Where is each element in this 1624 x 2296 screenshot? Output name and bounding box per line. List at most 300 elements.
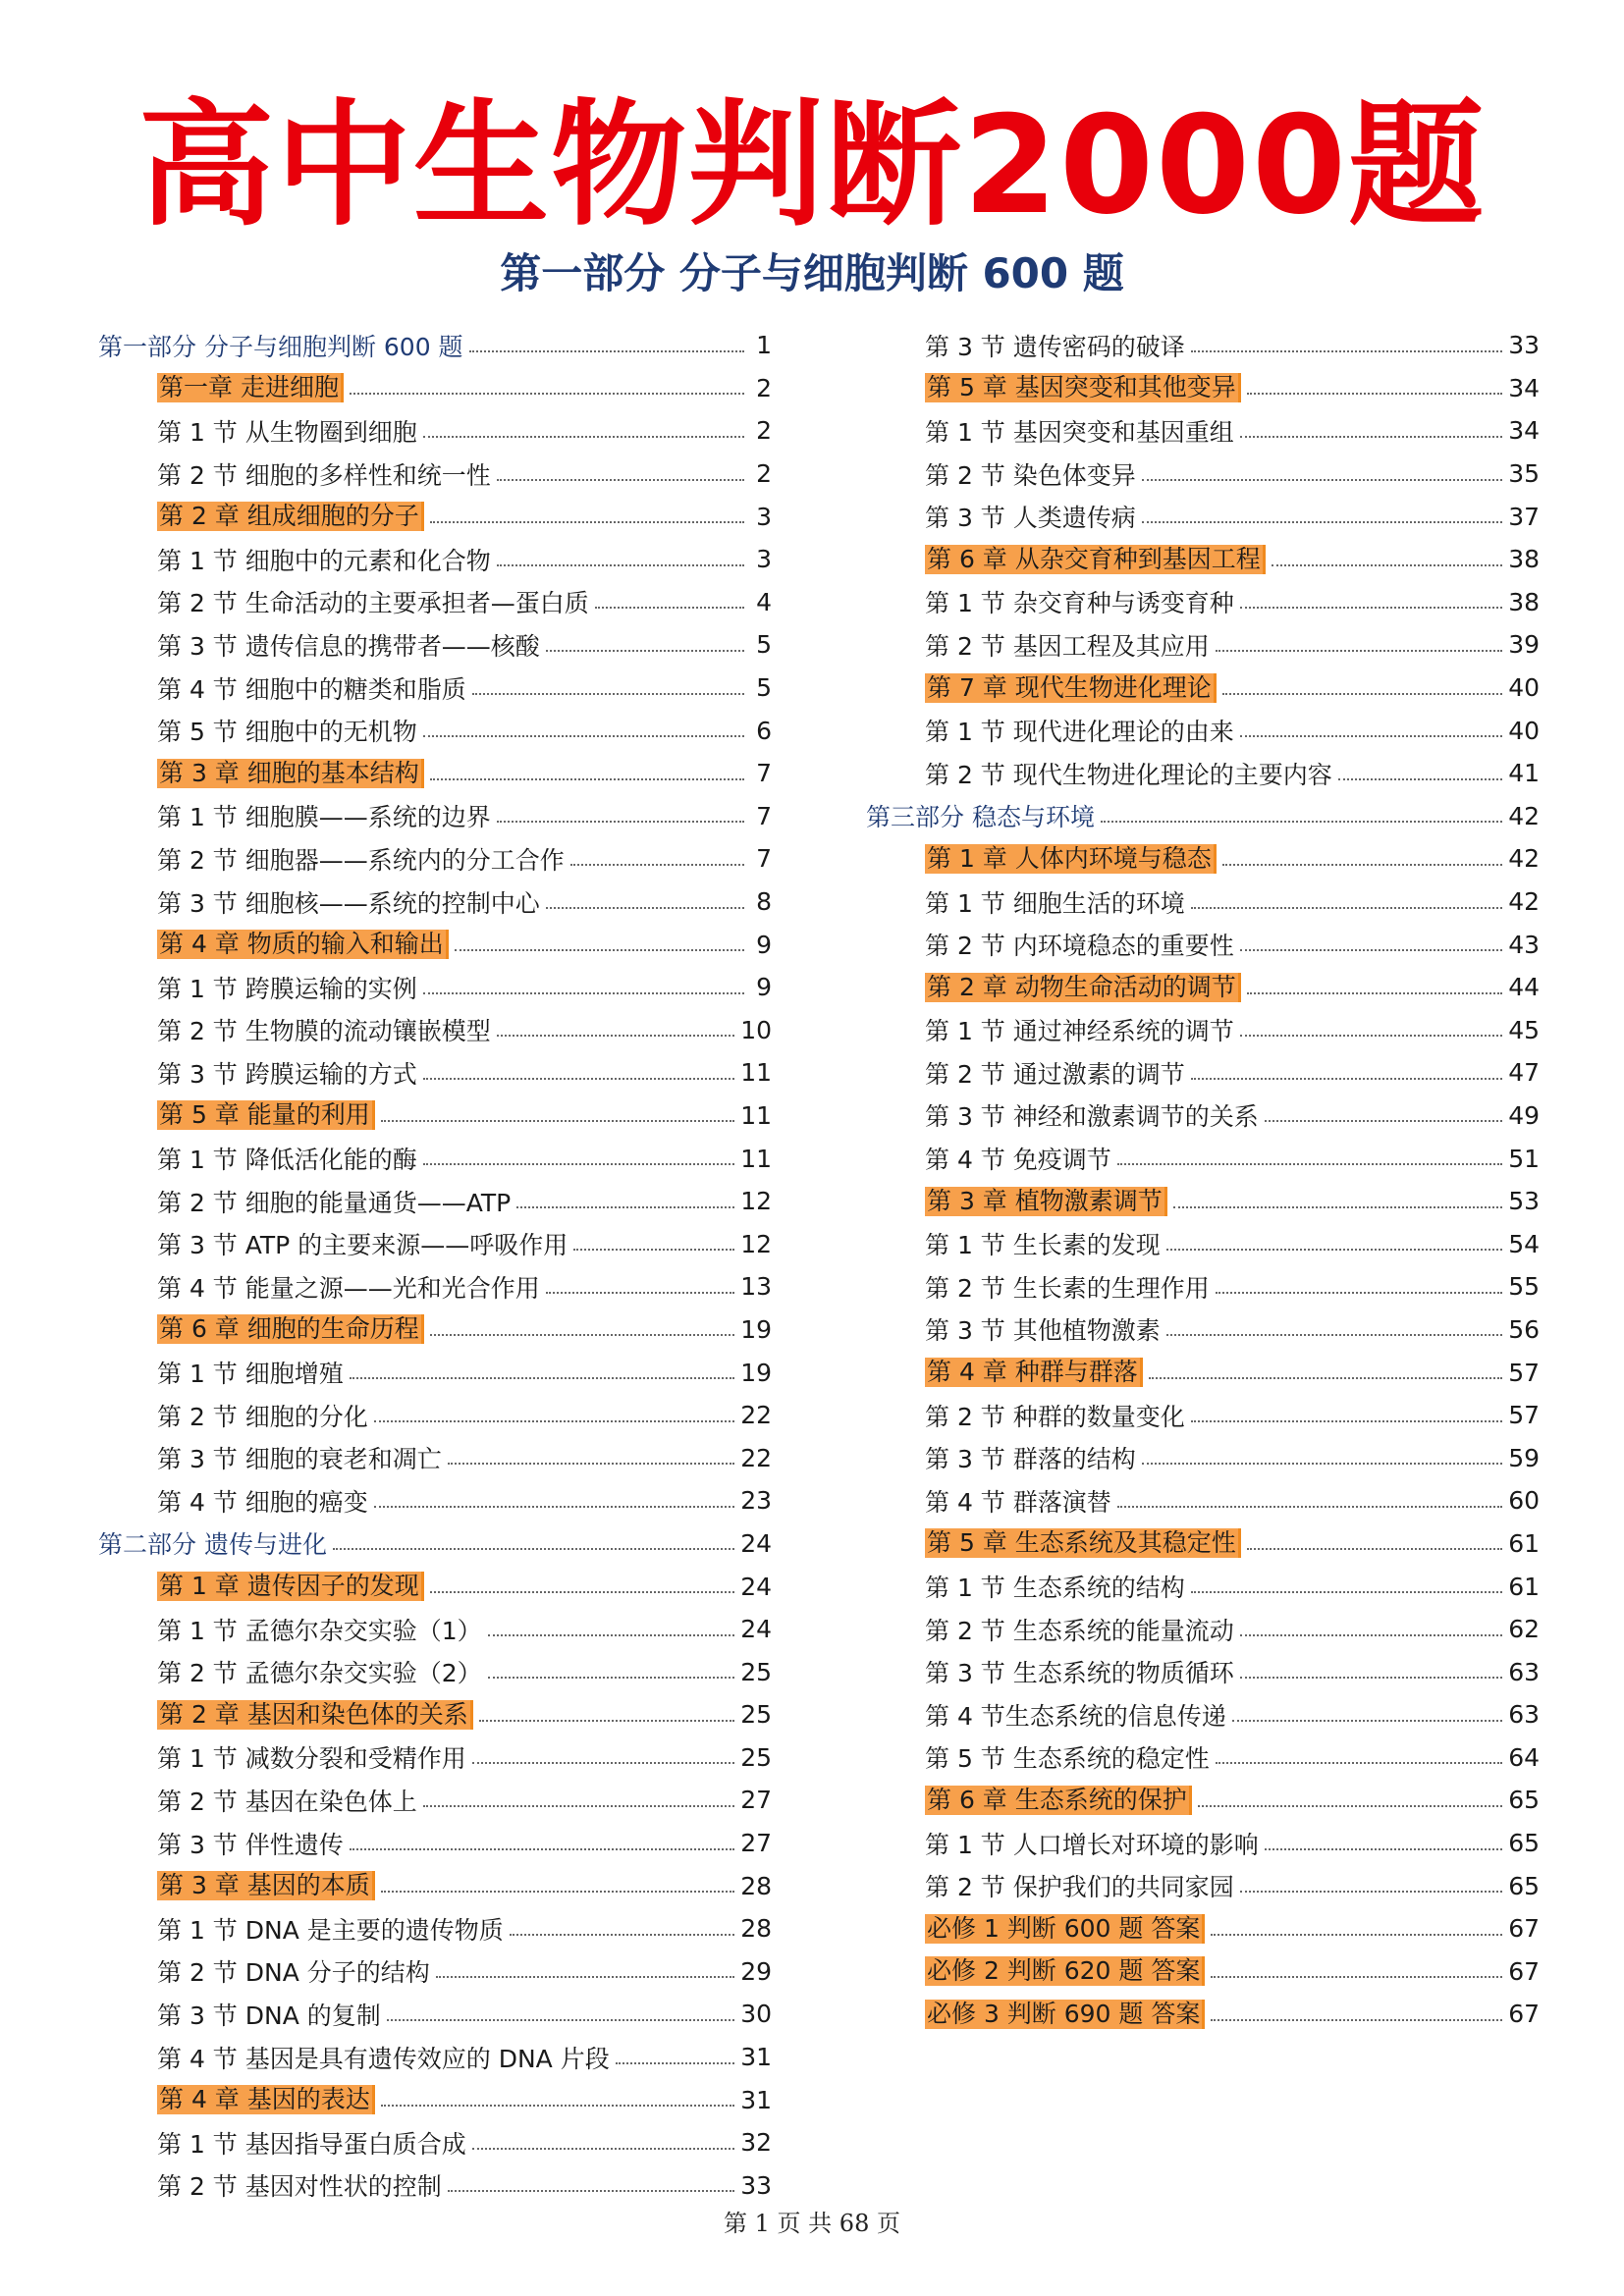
toc-entry-label: 第 1 节 细胞增殖 <box>157 1360 344 1389</box>
toc-entry-section[interactable] <box>98 1222 772 1265</box>
toc-entry-page: 28 <box>740 1871 772 1900</box>
toc-dot-leader <box>1265 1120 1502 1122</box>
toc-entry-page: 12 <box>740 1229 772 1258</box>
toc-dot-leader <box>546 650 744 652</box>
toc-entry-section[interactable] <box>98 667 772 710</box>
toc-entry-page: 61 <box>1508 1572 1540 1601</box>
toc-entry-section[interactable] <box>98 1608 772 1651</box>
toc-entry-part[interactable] <box>98 1522 772 1566</box>
toc-entry-page: 42 <box>1508 844 1540 874</box>
toc-entry-page: 3 <box>756 545 772 574</box>
toc-entry-page: 6 <box>756 716 772 745</box>
toc-left-column <box>98 324 772 2207</box>
toc-entry-section[interactable] <box>98 795 772 838</box>
toc-entry-label: 第 4 章 物质的输入和输出 <box>157 930 449 959</box>
toc-entry-section[interactable] <box>98 1137 772 1180</box>
toc-entry-section[interactable] <box>98 837 772 881</box>
toc-entry-page: 22 <box>740 1401 772 1430</box>
toc-entry-section[interactable] <box>98 623 772 667</box>
toc-entry-label: 第 1 节 细胞膜——系统的边界 <box>157 803 491 832</box>
toc-dot-leader <box>1191 1420 1502 1422</box>
toc-dot-leader <box>381 2105 734 2107</box>
toc-dot-leader <box>1240 1035 1502 1037</box>
toc-entry-section[interactable] <box>98 453 772 496</box>
toc-entry-section[interactable] <box>98 1436 772 1479</box>
toc-entry-chapter[interactable] <box>98 923 772 966</box>
toc-entry-section[interactable] <box>866 881 1540 924</box>
toc-entry-label: 第 4 节 群落演替 <box>925 1487 1111 1517</box>
toc-entry-chapter[interactable] <box>866 1351 1540 1394</box>
toc-dot-leader <box>616 2062 734 2064</box>
toc-dot-leader <box>1166 1334 1502 1336</box>
toc-dot-leader <box>472 693 744 695</box>
toc-entry-page: 49 <box>1508 1100 1540 1130</box>
toc-entry-label: 第 1 章 人体内环境与稳态 <box>925 844 1217 874</box>
toc-entry-section[interactable] <box>866 1095 1540 1138</box>
toc-entry-page: 24 <box>740 1615 772 1644</box>
toc-entry-label: 第 2 节 细胞的分化 <box>157 1402 368 1431</box>
toc-entry-label: 第 2 节 基因在染色体上 <box>157 1787 417 1816</box>
toc-entry-section[interactable] <box>866 1822 1540 1865</box>
toc-entry-label: 第 2 节 生命活动的主要承担者—蛋白质 <box>157 589 589 618</box>
toc-dot-leader <box>488 1634 735 1636</box>
toc-entry-label: 第 2 章 组成细胞的分子 <box>157 502 424 531</box>
toc-entry-chapter[interactable] <box>98 2078 772 2121</box>
toc-entry-section[interactable] <box>98 1394 772 1437</box>
toc-entry-section[interactable] <box>866 1051 1540 1095</box>
toc-entry-label: 第 2 章 基因和染色体的关系 <box>157 1700 473 1730</box>
toc-entry-label: 第二部分 遗传与进化 <box>98 1530 327 1560</box>
toc-dot-leader <box>423 992 744 994</box>
toc-dot-leader <box>497 821 744 823</box>
toc-entry-page: 33 <box>740 2170 772 2200</box>
toc-entry-page: 47 <box>1508 1058 1540 1088</box>
toc-dot-leader <box>488 1677 735 1679</box>
toc-entry-label: 第 3 节 生态系统的物质循环 <box>925 1659 1234 1688</box>
toc-entry-section[interactable] <box>98 1779 772 1822</box>
toc-entry-label: 第 2 节 内环境稳态的重要性 <box>925 932 1234 961</box>
toc-entry-section[interactable] <box>866 1265 1540 1308</box>
toc-entry-section[interactable] <box>98 966 772 1009</box>
toc-entry-section[interactable] <box>866 1864 1540 1907</box>
toc-entry-label: 第 1 节 DNA 是主要的遗传物质 <box>157 1915 504 1945</box>
toc-entry-section[interactable] <box>866 752 1540 795</box>
toc-entry-label: 第 1 节 基因指导蛋白质合成 <box>157 2129 466 2159</box>
toc-entry-label: 第 1 节 杂交育种与诱变育种 <box>925 589 1234 618</box>
toc-dot-leader <box>497 1035 734 1037</box>
toc-entry-label: 第 2 节 基因对性状的控制 <box>157 2172 442 2202</box>
toc-dot-leader <box>387 2019 734 2021</box>
toc-entry-label: 第一部分 分子与细胞判断 600 题 <box>98 332 463 361</box>
toc-entry-label: 第 1 节 生长素的发现 <box>925 1231 1161 1260</box>
toc-entry-page: 11 <box>740 1100 772 1130</box>
toc-dot-leader <box>423 1805 734 1807</box>
toc-entry-section[interactable] <box>98 1650 772 1693</box>
toc-entry-page: 56 <box>1508 1314 1540 1344</box>
toc-dot-leader <box>1272 564 1502 566</box>
toc-entry-page: 29 <box>740 1956 772 1986</box>
toc-entry-chapter[interactable] <box>98 367 772 410</box>
toc-entry-section[interactable] <box>98 1351 772 1394</box>
toc-dot-leader <box>1240 436 1502 438</box>
toc-entry-page: 67 <box>1508 1956 1540 1986</box>
toc-entry-label: 第 6 章 从杂交育种到基因工程 <box>925 545 1266 574</box>
toc-dot-leader <box>469 350 744 352</box>
toc-entry-section[interactable] <box>98 1907 772 1950</box>
toc-entry-page: 55 <box>1508 1272 1540 1302</box>
toc-entry-label: 第 1 节 减数分裂和受精作用 <box>157 1744 466 1774</box>
toc-entry-page: 34 <box>1508 373 1540 402</box>
toc-entry-chapter[interactable] <box>98 1864 772 1907</box>
toc-entry-section[interactable] <box>866 1394 1540 1437</box>
toc-right-column <box>866 324 1540 2036</box>
toc-entry-chapter[interactable] <box>98 1095 772 1138</box>
toc-entry-section[interactable] <box>98 1051 772 1095</box>
toc-entry-page: 51 <box>1508 1144 1540 1173</box>
toc-entry-page: 61 <box>1508 1528 1540 1558</box>
toc-entry-label: 第 3 章 细胞的基本结构 <box>157 759 424 788</box>
toc-entry-chapter[interactable] <box>98 1308 772 1352</box>
toc-entry-page: 13 <box>740 1272 772 1302</box>
toc-entry-page: 3 <box>756 502 772 531</box>
toc-entry-chapter[interactable] <box>866 367 1540 410</box>
toc-entry-label: 第 4 节生态系统的信息传递 <box>925 1701 1226 1731</box>
toc-entry-page: 28 <box>740 1914 772 1944</box>
toc-dot-leader <box>1247 393 1502 395</box>
toc-entry-chapter[interactable] <box>98 752 772 795</box>
toc-entry-section[interactable] <box>866 1693 1540 1736</box>
toc-dot-leader <box>479 1720 734 1722</box>
toc-entry-section[interactable] <box>866 1736 1540 1780</box>
toc-entry-page: 40 <box>1508 673 1540 703</box>
toc-entry-chapter[interactable] <box>866 1950 1540 1994</box>
toc-entry-label: 第 3 节 遗传信息的携带者——核酸 <box>157 631 540 661</box>
toc-entry-label: 必修 3 判断 690 题 答案 <box>925 2000 1205 2029</box>
toc-entry-section[interactable] <box>866 1436 1540 1479</box>
page-footer: 第 1 页 共 68 页 <box>724 2210 900 2237</box>
toc-entry-chapter[interactable] <box>98 1693 772 1736</box>
toc-entry-page: 11 <box>740 1058 772 1088</box>
toc-entry-label: 第 3 节 DNA 的复制 <box>157 2001 381 2030</box>
toc-entry-chapter[interactable] <box>866 966 1540 1009</box>
toc-entry-page: 31 <box>740 2043 772 2072</box>
toc-entry-page: 38 <box>1508 545 1540 574</box>
toc-entry-label: 第 3 节 遗传密码的破译 <box>925 332 1185 361</box>
toc-dot-leader <box>1191 907 1502 909</box>
toc-entry-page: 57 <box>1508 1401 1540 1430</box>
toc-dot-leader <box>1240 735 1502 737</box>
toc-entry-label: 第 2 节 通过激素的调节 <box>925 1059 1185 1089</box>
toc-entry-label: 第 6 章 细胞的生命历程 <box>157 1314 424 1344</box>
toc-dot-leader <box>1247 1548 1502 1550</box>
toc-entry-page: 25 <box>740 1742 772 1772</box>
toc-entry-page: 24 <box>740 1528 772 1558</box>
toc-dot-leader <box>1142 1463 1502 1465</box>
toc-entry-page: 27 <box>740 1786 772 1815</box>
toc-dot-leader <box>1247 992 1502 994</box>
toc-entry-label: 第 4 节 细胞中的糖类和脂质 <box>157 674 466 704</box>
toc-entry-section[interactable] <box>98 881 772 924</box>
toc-dot-leader <box>1211 1934 1502 1936</box>
toc-dot-leader <box>1240 1891 1502 1893</box>
toc-entry-page: 40 <box>1508 716 1540 745</box>
toc-entry-section[interactable] <box>866 1222 1540 1265</box>
toc-dot-leader <box>1240 1677 1502 1679</box>
toc-dot-leader <box>448 1463 734 1465</box>
toc-entry-part[interactable] <box>866 795 1540 838</box>
toc-entry-label: 第 2 节 生物膜的流动镶嵌模型 <box>157 1017 491 1046</box>
toc-dot-leader <box>1191 1078 1502 1080</box>
toc-entry-section[interactable] <box>98 709 772 752</box>
toc-dot-leader <box>595 607 744 609</box>
toc-dot-leader <box>430 521 744 523</box>
toc-entry-label: 第 2 节 细胞的能量通货——ATP <box>157 1188 512 1217</box>
toc-dot-leader <box>472 1762 734 1764</box>
toc-entry-page: 7 <box>756 801 772 830</box>
toc-entry-label: 第 1 节 通过神经系统的调节 <box>925 1017 1234 1046</box>
toc-entry-label: 第 3 节 伴性遗传 <box>157 1830 344 1859</box>
toc-dot-leader <box>497 564 744 566</box>
toc-dot-leader <box>472 2148 734 2150</box>
toc-dot-leader <box>1265 1848 1502 1850</box>
toc-entry-page: 19 <box>740 1314 772 1344</box>
toc-dot-leader <box>1166 1249 1502 1251</box>
toc-dot-leader <box>350 1377 734 1379</box>
toc-entry-label: 第 1 节 孟德尔杂交实验（1） <box>157 1616 482 1645</box>
toc-dot-leader <box>1142 521 1502 523</box>
toc-entry-page: 7 <box>756 759 772 788</box>
toc-dot-leader <box>1117 1163 1502 1165</box>
toc-dot-leader <box>333 1548 734 1550</box>
toc-entry-chapter[interactable] <box>866 1779 1540 1822</box>
toc-dot-leader <box>423 735 744 737</box>
toc-dot-leader <box>497 479 744 481</box>
toc-entry-label: 第 6 章 生态系统的保护 <box>925 1786 1192 1815</box>
toc-entry-section[interactable] <box>98 1822 772 1865</box>
toc-entry-section[interactable] <box>866 923 1540 966</box>
toc-entry-page: 30 <box>740 2000 772 2029</box>
toc-entry-chapter[interactable] <box>866 1522 1540 1566</box>
toc-entry-page: 4 <box>756 587 772 616</box>
toc-dot-leader <box>423 1163 734 1165</box>
toc-entry-page: 37 <box>1508 502 1540 531</box>
toc-entry-chapter[interactable] <box>98 1565 772 1608</box>
toc-dot-leader <box>1191 350 1502 352</box>
toc-dot-leader <box>1173 1206 1502 1208</box>
toc-entry-label: 第 5 章 基因突变和其他变异 <box>925 373 1241 402</box>
toc-entry-section[interactable] <box>98 2121 772 2164</box>
toc-entry-section[interactable] <box>866 1650 1540 1693</box>
toc-entry-page: 45 <box>1508 1015 1540 1044</box>
toc-entry-page: 34 <box>1508 416 1540 446</box>
toc-dot-leader <box>1216 1762 1502 1764</box>
toc-entry-section[interactable] <box>866 623 1540 667</box>
toc-entry-label: 第 3 节 细胞的衰老和凋亡 <box>157 1445 442 1474</box>
toc-entry-page: 60 <box>1508 1486 1540 1516</box>
toc-dot-leader <box>510 1934 734 1936</box>
toc-entry-label: 必修 2 判断 620 题 答案 <box>925 1956 1205 1986</box>
toc-entry-page: 62 <box>1508 1615 1540 1644</box>
toc-dot-leader <box>430 1591 734 1593</box>
toc-entry-label: 第 4 节 能量之源——光和光合作用 <box>157 1273 540 1303</box>
toc-entry-label: 第 3 节 细胞核——系统的控制中心 <box>157 888 540 918</box>
toc-entry-section[interactable] <box>98 1950 772 1994</box>
toc-entry-chapter[interactable] <box>866 1993 1540 2036</box>
toc-entry-section[interactable] <box>866 1137 1540 1180</box>
toc-entry-section[interactable] <box>866 1009 1540 1052</box>
toc-entry-label: 第 2 节 孟德尔杂交实验（2） <box>157 1659 482 1688</box>
toc-entry-label: 第 3 节 ATP 的主要来源——呼吸作用 <box>157 1231 568 1260</box>
toc-entry-page: 32 <box>740 2128 772 2158</box>
toc-dot-leader <box>455 949 744 951</box>
toc-entry-page: 59 <box>1508 1443 1540 1472</box>
toc-entry-section[interactable] <box>98 538 772 581</box>
toc-entry-page: 11 <box>740 1144 772 1173</box>
toc-entry-chapter[interactable] <box>866 1907 1540 1950</box>
toc-entry-label: 第 4 节 细胞的癌变 <box>157 1487 368 1517</box>
toc-entry-section[interactable] <box>866 1565 1540 1608</box>
toc-entry-page: 38 <box>1508 587 1540 616</box>
toc-entry-label: 第 3 章 基因的本质 <box>157 1871 375 1900</box>
toc-entry-section[interactable] <box>98 581 772 624</box>
toc-entry-section[interactable] <box>866 1308 1540 1352</box>
toc-entry-label: 第 1 节 生态系统的结构 <box>925 1574 1185 1603</box>
toc-entry-section[interactable] <box>866 495 1540 538</box>
toc-entry-page: 33 <box>1508 331 1540 360</box>
toc-entry-page: 63 <box>1508 1700 1540 1730</box>
toc-entry-label: 第 1 节 从生物圈到细胞 <box>157 417 417 447</box>
toc-entry-section[interactable] <box>866 1479 1540 1522</box>
toc-entry-label: 第 1 节 基因突变和基因重组 <box>925 417 1234 447</box>
toc-entry-section[interactable] <box>98 2036 772 2079</box>
toc-entry-label: 第 2 节 细胞的多样性和统一性 <box>157 460 491 490</box>
toc-entry-label: 第 2 节 染色体变异 <box>925 460 1136 490</box>
toc-dot-leader <box>570 864 744 866</box>
toc-entry-label: 第 5 节 细胞中的无机物 <box>157 718 417 747</box>
toc-entry-page: 67 <box>1508 2000 1540 2029</box>
toc-dot-leader <box>1211 2019 1502 2021</box>
toc-entry-label: 第 1 节 人口增长对环境的影响 <box>925 1830 1259 1859</box>
toc-entry-label: 第 5 章 生态系统及其稳定性 <box>925 1528 1241 1558</box>
toc-entry-label: 第 7 章 现代生物进化理论 <box>925 673 1217 703</box>
toc-entry-label: 第 3 节 其他植物激素 <box>925 1316 1161 1346</box>
toc-entry-page: 1 <box>756 331 772 360</box>
toc-entry-page: 10 <box>740 1015 772 1044</box>
toc-dot-leader <box>1232 1720 1502 1722</box>
toc-entry-page: 19 <box>740 1358 772 1387</box>
toc-dot-leader <box>374 1420 734 1422</box>
toc-entry-label: 第 2 节 种群的数量变化 <box>925 1402 1185 1431</box>
toc-entry-page: 12 <box>740 1187 772 1216</box>
toc-dot-leader <box>546 907 744 909</box>
toc-entry-page: 63 <box>1508 1657 1540 1686</box>
toc-entry-section[interactable] <box>98 2164 772 2208</box>
toc-entry-section[interactable] <box>866 324 1540 367</box>
toc-dot-leader <box>423 436 744 438</box>
toc-entry-page: 65 <box>1508 1829 1540 1858</box>
toc-dot-leader <box>350 1848 734 1850</box>
toc-entry-page: 23 <box>740 1486 772 1516</box>
toc-entry-label: 第 4 章 基因的表达 <box>157 2085 375 2114</box>
toc-entry-section[interactable] <box>866 709 1540 752</box>
toc-entry-section[interactable] <box>98 1993 772 2036</box>
toc-dot-leader <box>430 1334 734 1336</box>
toc-dot-leader <box>350 393 744 395</box>
toc-entry-page: 9 <box>756 930 772 959</box>
toc-entry-page: 35 <box>1508 459 1540 489</box>
toc-entry-section[interactable] <box>98 1736 772 1780</box>
toc-dot-leader <box>1216 1292 1502 1294</box>
toc-entry-page: 67 <box>1508 1914 1540 1944</box>
toc-entry-page: 22 <box>740 1443 772 1472</box>
toc-entry-label: 第 2 节 DNA 分子的结构 <box>157 1958 430 1988</box>
toc-dot-leader <box>1216 650 1502 652</box>
toc-entry-section[interactable] <box>866 581 1540 624</box>
toc-entry-page: 41 <box>1508 759 1540 788</box>
toc-dot-leader <box>1149 1377 1502 1379</box>
toc-entry-chapter[interactable] <box>866 837 1540 881</box>
toc-entry-section[interactable] <box>98 1009 772 1052</box>
toc-entry-label: 第 2 节 现代生物进化理论的主要内容 <box>925 760 1332 789</box>
toc-dot-leader <box>1222 693 1502 695</box>
toc-entry-label: 必修 1 判断 600 题 答案 <box>925 1914 1205 1944</box>
toc-entry-section[interactable] <box>98 1265 772 1308</box>
toc-dot-leader <box>423 1078 734 1080</box>
toc-entry-page: 27 <box>740 1829 772 1858</box>
toc-entry-chapter[interactable] <box>866 1180 1540 1223</box>
toc-entry-chapter[interactable] <box>98 495 772 538</box>
toc-entry-page: 43 <box>1508 930 1540 959</box>
toc-entry-label: 第 1 节 细胞中的元素和化合物 <box>157 546 491 575</box>
toc-entry-page: 5 <box>756 673 772 703</box>
toc-dot-leader <box>1222 864 1502 866</box>
toc-entry-page: 5 <box>756 630 772 660</box>
toc-dot-leader <box>448 2190 734 2192</box>
toc-dot-leader <box>381 1891 734 1893</box>
toc-dot-leader <box>1338 778 1502 780</box>
toc-entry-label: 第 2 节 基因工程及其应用 <box>925 631 1210 661</box>
toc-entry-section[interactable] <box>98 409 772 453</box>
toc-dot-leader <box>436 1976 734 1978</box>
toc-entry-section[interactable] <box>98 1479 772 1522</box>
toc-entry-page: 65 <box>1508 1786 1540 1815</box>
toc-entry-label: 第 1 节 降低活化能的酶 <box>157 1146 417 1175</box>
toc-entry-section[interactable] <box>866 453 1540 496</box>
toc-entry-label: 第 3 节 跨膜运输的方式 <box>157 1059 417 1089</box>
toc-dot-leader <box>1240 949 1502 951</box>
toc-entry-label: 第一章 走进细胞 <box>157 373 344 402</box>
toc-dot-leader <box>573 1249 734 1251</box>
toc-entry-page: 42 <box>1508 801 1540 830</box>
toc-entry-page: 24 <box>740 1572 772 1601</box>
toc-entry-label: 第 2 节 生长素的生理作用 <box>925 1273 1210 1303</box>
toc-entry-page: 44 <box>1508 973 1540 1002</box>
toc-entry-section[interactable] <box>98 1180 772 1223</box>
toc-entry-section[interactable] <box>866 409 1540 453</box>
toc-entry-page: 65 <box>1508 1871 1540 1900</box>
toc-dot-leader <box>1101 821 1502 823</box>
toc-entry-label: 第 1 章 遗传因子的发现 <box>157 1572 424 1601</box>
toc-entry-part[interactable] <box>98 324 772 367</box>
toc-entry-chapter[interactable] <box>866 667 1540 710</box>
toc-entry-page: 64 <box>1508 1742 1540 1772</box>
toc-entry-chapter[interactable] <box>866 538 1540 581</box>
toc-entry-page: 53 <box>1508 1187 1540 1216</box>
toc-dot-leader <box>381 1120 734 1122</box>
toc-entry-label: 第 3 节 群落的结构 <box>925 1445 1136 1474</box>
toc-entry-section[interactable] <box>866 1608 1540 1651</box>
toc-dot-leader <box>430 778 744 780</box>
